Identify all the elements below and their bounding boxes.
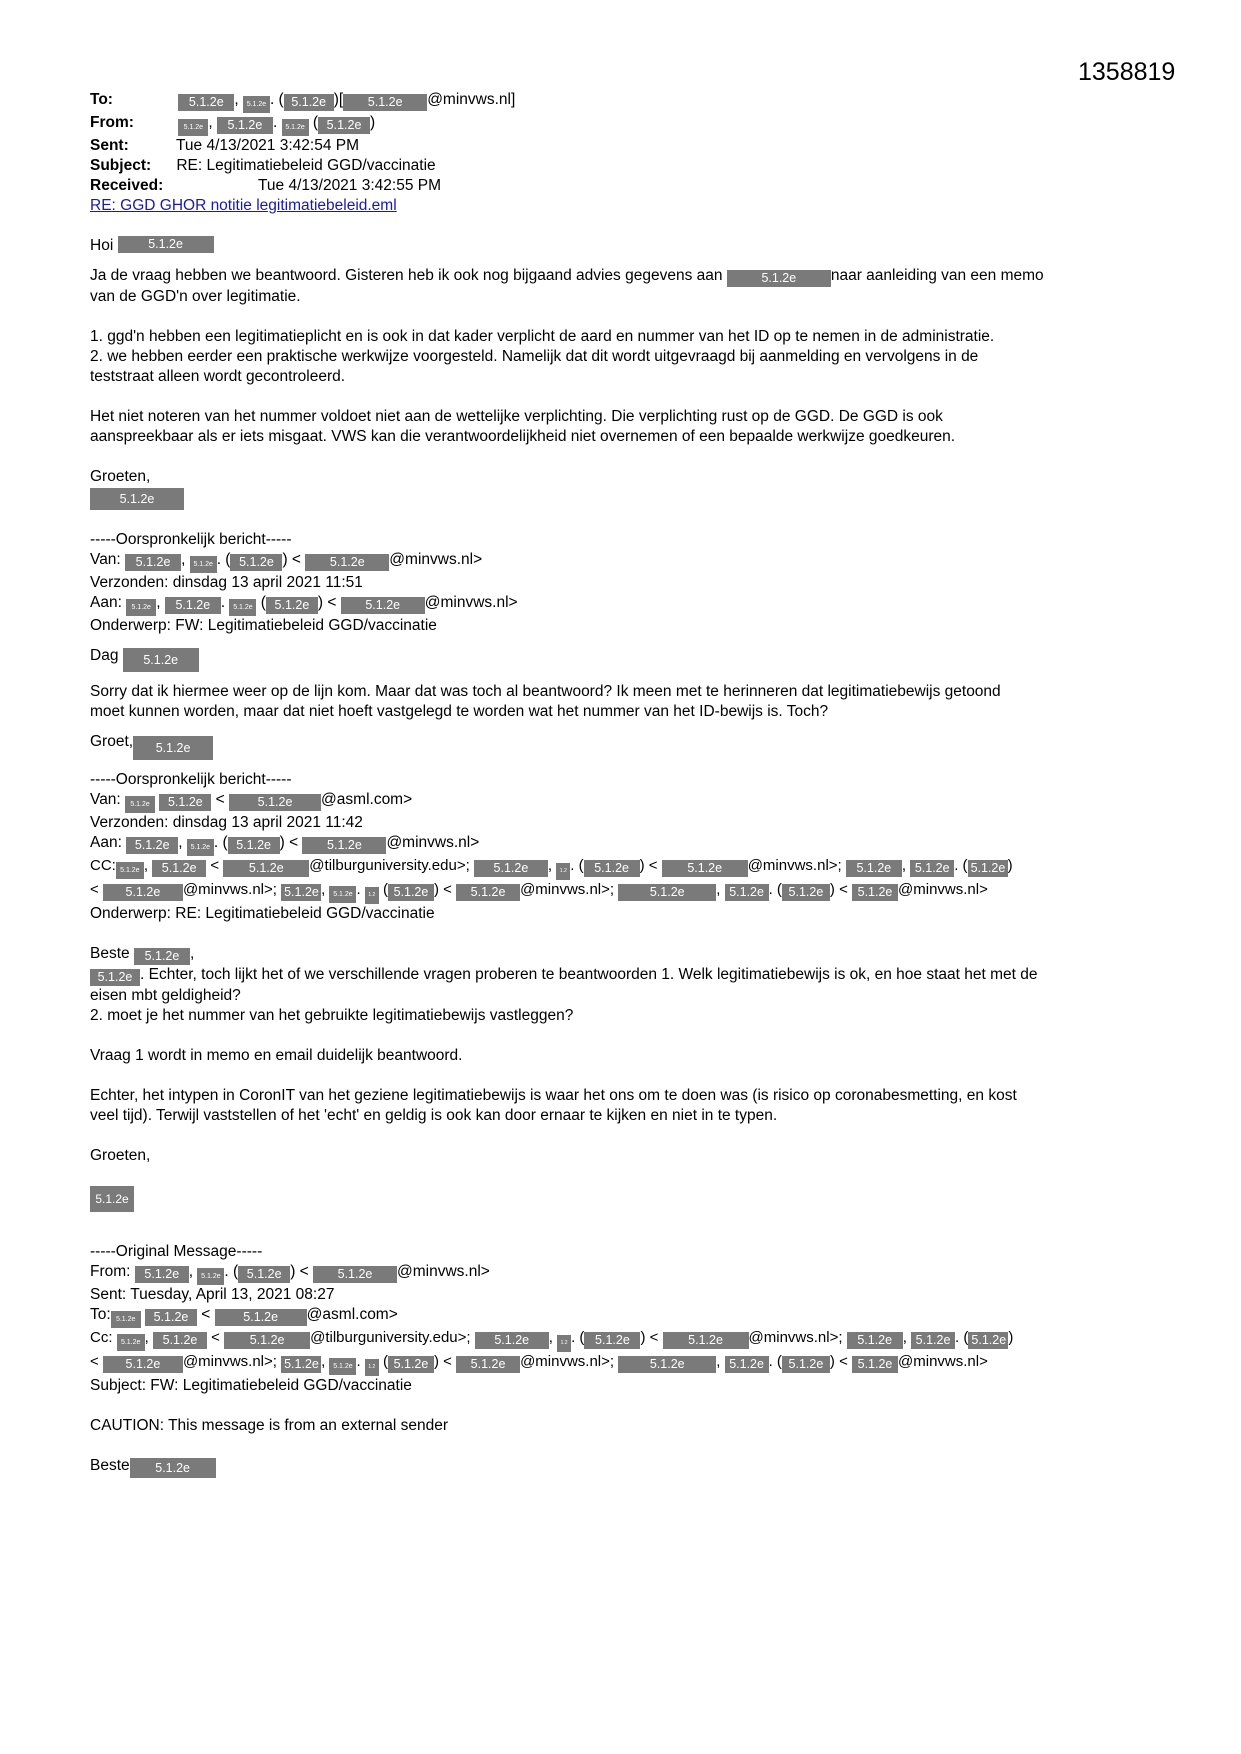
redaction: 5.1.2e xyxy=(135,1266,189,1283)
email-domain: @minvws.nl>; xyxy=(748,1329,843,1346)
redaction: 5.1.2e xyxy=(846,860,902,877)
msg2-van: Van: 5.1.2e , 5.1.2e . ( 5.1.2e ) < 5.1.2e @minvws.nl> xyxy=(90,550,1170,573)
redaction: 5.1.2e xyxy=(584,1332,640,1349)
redaction: 5.1.2e xyxy=(126,837,178,854)
redaction: 5.1.2e xyxy=(329,1358,356,1375)
redaction: 5.1.2e xyxy=(178,94,234,111)
received-value: Tue 4/13/2021 3:42:55 PM xyxy=(258,177,442,194)
redaction: 5.1.2e xyxy=(852,884,898,901)
redaction: 5.1.2e xyxy=(318,117,370,134)
redaction: 5.1.2e xyxy=(116,862,144,879)
msg3-text: Echter, het intypen in CoronIT van het geziene legitimatiebewijs is waar het ons om te doen was (is risico op coronabesmetting, en kost xyxy=(90,1087,1017,1104)
email-domain: @minvws.nl> xyxy=(389,551,483,568)
msg2-onderwerp: Onderwerp: FW: Legitimatiebeleid GGD/vaccinatie xyxy=(90,617,437,634)
redaction: 5.1.2e xyxy=(117,1334,145,1351)
msg3-paragraph xyxy=(90,965,1170,986)
redaction: 5.1.2e xyxy=(584,860,640,877)
redaction: 5.1.2e xyxy=(243,96,270,113)
redaction: 5.1.2e xyxy=(215,1309,307,1326)
msg2-text: moet kunnen worden, maar dat niet hoeft vastgelegd te worden wat het nummer van het ID-bewijs is. Toch? xyxy=(90,703,829,720)
email-domain: @minvws.nl> xyxy=(397,1263,490,1280)
msg3-greeting: Beste xyxy=(90,945,130,962)
msg1-text: Het niet noteren van het nummer voldoet niet aan de wettelijke verplichting. Die verplichting rust op de GGD. De GGD is ook xyxy=(90,408,943,425)
redaction: 5.1.2e xyxy=(228,837,280,854)
msg3-closing: Groeten, xyxy=(90,1147,151,1164)
email-domain: @minvws.nl> xyxy=(424,594,518,611)
redaction: 5.1.2e xyxy=(190,556,217,573)
redaction: 5.1.2e xyxy=(223,860,309,877)
msg4-greeting-line xyxy=(90,1456,1170,1478)
msg1-list-item: 2. we hebben eerder een praktische werkwijze voorgesteld. Namelijk dat dit wordt uitgevraagd bij aanmelding en vervolgens in de xyxy=(90,348,979,365)
msg4-caution: CAUTION: This message is from an external sender xyxy=(90,1417,449,1434)
msg2-closing: Groet, xyxy=(90,733,134,750)
msg2-separator: -----Oorspronkelijk bericht----- xyxy=(90,531,292,548)
redaction: 5.1.2e xyxy=(456,884,520,901)
redaction: 5.1.2e xyxy=(133,736,213,760)
redaction: 5.1.2e xyxy=(302,837,386,854)
msg1-closing: Groeten, xyxy=(90,468,151,485)
msg3-onderwerp: Onderwerp: RE: Legitimatiebeleid GGD/vaccinatie xyxy=(90,905,435,922)
to-suffix: @minvws.nl] xyxy=(427,91,516,108)
email-domain: @tilburguniversity.edu>; xyxy=(310,1329,471,1346)
redaction: 5.1.2e xyxy=(474,860,548,877)
redaction: 5.1.2e xyxy=(145,1309,197,1326)
msg1-greeting: Hoi xyxy=(90,237,114,254)
redaction: 5.1.2e xyxy=(90,488,184,510)
msg4-to: To: 5.1.2e 5.1.2e < 5.1.2e @asml.com> xyxy=(90,1305,1170,1328)
header-sent xyxy=(90,136,1170,156)
email-domain: @minvws.nl> xyxy=(898,881,988,898)
msg4-greeting: Beste xyxy=(90,1457,130,1474)
redaction: 5.1.2e xyxy=(305,554,389,571)
header-from: From: 5.1.2e , 5.1.2e . 5.1.2e ( 5.1.2e ) xyxy=(90,113,1170,136)
subject-value: RE: Legitimatiebeleid GGD/vaccinatie xyxy=(176,157,436,174)
header-to: To: 5.1.2e , 5.1.2e . ( 5.1.2e )[ 5.1.2e @minvws.nl] xyxy=(90,90,1170,113)
msg2-greeting: Dag xyxy=(90,647,119,664)
msg1-text: aanspreekbaar als er iets misgaat. VWS kan die verantwoordelijkheid niet overnemen of een bepaalde werkwijze goedkeuren. xyxy=(90,428,956,445)
email-domain: @asml.com> xyxy=(321,791,413,808)
redaction: 5.1.2e xyxy=(152,860,206,877)
redaction: 5.1.2e xyxy=(968,860,1008,877)
redaction: 5.1.2e xyxy=(90,1186,134,1212)
msg1-text: Ja de vraag hebben we beantwoord. Gisteren heb ik ook nog bijgaand advies gegevens aan xyxy=(90,267,723,284)
msg2-aan: Aan: 5.1.2e , 5.1.2e . 5.1.2e ( 5.1.2e ) < 5.1.2e @minvws.nl> xyxy=(90,593,1170,616)
redaction: 5.1.2e xyxy=(159,794,211,811)
redaction: 5.1.2e xyxy=(456,1356,520,1373)
sent-label: Sent: xyxy=(90,137,129,154)
redaction: 5.1.2e xyxy=(197,1268,224,1285)
msg4-cc-cont: < 5.1.2e @minvws.nl>; 5.1.2e , 5.1.2e . 1.2 ( 5.1.2e ) < 5.1.2e @minvws.nl>; 5.1.2e , 5.1.2e . ( 5.1.2e ) < 5.1.2e @minvws.nl> xyxy=(90,1352,1170,1376)
from-label: From: xyxy=(90,1263,131,1280)
redaction: 5.1.2e xyxy=(178,119,208,136)
email-domain: @minvws.nl> xyxy=(898,1353,988,1370)
van-label: Van: xyxy=(90,551,121,568)
van-label: Van: xyxy=(90,791,121,808)
redaction: 5.1.2e xyxy=(329,886,356,903)
msg3-text: 2. moet je het nummer van het gebruikte legitimatiebewijs vastleggen? xyxy=(90,1007,574,1024)
redaction: 1.2 xyxy=(365,1359,379,1376)
email-document xyxy=(90,90,1170,1478)
msg2-verzonden: Verzonden: dinsdag 13 april 2021 11:51 xyxy=(90,574,363,591)
redaction: 5.1.2e xyxy=(125,554,181,571)
redaction: 5.1.2e xyxy=(343,94,427,111)
msg4-subject: Subject: FW: Legitimatiebeleid GGD/vaccinatie xyxy=(90,1377,412,1394)
aan-label: Aan: xyxy=(90,834,122,851)
redaction: 5.1.2e xyxy=(282,119,309,136)
redaction: 5.1.2e xyxy=(618,884,716,901)
redaction: 5.1.2e xyxy=(153,1332,207,1349)
redaction: 5.1.2e xyxy=(618,1356,716,1373)
msg4-from: From: 5.1.2e , 5.1.2e . ( 5.1.2e ) < 5.1.2e @minvws.nl> xyxy=(90,1262,1170,1285)
redaction: 5.1.2e xyxy=(266,597,318,614)
msg3-text: Vraag 1 wordt in memo en email duidelijk beantwoord. xyxy=(90,1047,463,1064)
redaction: 5.1.2e xyxy=(852,1356,898,1373)
msg3-aan: Aan: 5.1.2e , 5.1.2e . ( 5.1.2e ) < 5.1.2e @minvws.nl> xyxy=(90,833,1170,856)
document-number: 1358819 xyxy=(1078,58,1176,86)
redaction: 5.1.2e xyxy=(782,1356,830,1373)
redaction: 5.1.2e xyxy=(165,597,221,614)
redaction: 5.1.2e xyxy=(388,1356,434,1373)
msg4-sent: Sent: Tuesday, April 13, 2021 08:27 xyxy=(90,1286,335,1303)
subject-label: Subject: xyxy=(90,157,152,174)
redaction: 5.1.2e xyxy=(103,884,183,901)
email-domain: @minvws.nl> xyxy=(386,834,480,851)
redaction: 5.1.2e xyxy=(187,839,214,856)
msg2-greeting-line xyxy=(90,646,1170,672)
msg1-list-item: 1. ggd'n hebben een legitimatieplicht en is ook in dat kader verplicht de aard en nummer van het ID op te nemen in de administratie. xyxy=(90,328,995,345)
redaction: 5.1.2e xyxy=(725,1356,769,1373)
redaction: 5.1.2e xyxy=(663,1332,749,1349)
redaction: 5.1.2e xyxy=(123,648,199,672)
redaction: 5.1.2e xyxy=(341,597,425,614)
msg1-greeting-line xyxy=(90,236,1170,256)
redaction: 5.1.2e xyxy=(388,884,434,901)
email-domain: @tilburguniversity.edu>; xyxy=(309,857,470,874)
redaction: 5.1.2e xyxy=(910,860,954,877)
cc-label: CC: xyxy=(90,857,116,874)
msg3-text: eisen mbt geldigheid? xyxy=(90,987,241,1004)
redaction: 5.1.2e xyxy=(229,794,321,811)
redaction: 5.1.2e xyxy=(911,1332,955,1349)
msg3-verzonden: Verzonden: dinsdag 13 april 2021 11:42 xyxy=(90,814,363,831)
msg3-text: . Echter, toch lijkt het of we verschillende vragen proberen te beantwoorden 1. Welk legitimatiebewijs is ok, en hoe staat het met de xyxy=(140,966,1038,983)
msg3-cc-cont: < 5.1.2e @minvws.nl>; 5.1.2e , 5.1.2e . 1.2 ( 5.1.2e ) < 5.1.2e @minvws.nl>; 5.1.2e , 5.1.2e . ( 5.1.2e ) < 5.1.2e @minvws.nl> xyxy=(90,880,1170,904)
msg3-separator: -----Oorspronkelijk bericht----- xyxy=(90,771,292,788)
msg3-cc: CC: 5.1.2e , 5.1.2e < 5.1.2e @tilburguniversity.edu>; 5.1.2e , 1.2 . ( 5.1.2e ) < 5.1.2e @minvws.nl>; 5.1.2e , 5.1.2e . ( 5.1.2e ) xyxy=(90,856,1170,880)
msg4-cc: Cc: 5.1.2e , 5.1.2e < 5.1.2e @tilburguniversity.edu>; 5.1.2e , 1.2 . ( 5.1.2e ) < 5.1.2e @minvws.nl>; 5.1.2e , 5.1.2e . ( 5.1.2e ) xyxy=(90,1328,1170,1352)
email-domain: @minvws.nl>; xyxy=(520,1353,615,1370)
redaction: 5.1.2e xyxy=(238,1266,290,1283)
msg4-separator: -----Original Message----- xyxy=(90,1243,263,1260)
cc-label: Cc: xyxy=(90,1329,113,1346)
redaction: 5.1.2e xyxy=(968,1332,1008,1349)
msg1-text: van de GGD'n over legitimatie. xyxy=(90,288,301,305)
redaction: 5.1.2e xyxy=(230,554,282,571)
redaction: 5.1.2e xyxy=(284,94,334,111)
msg3-van: Van: 5.1.2e 5.1.2e < 5.1.2e @asml.com> xyxy=(90,790,1170,813)
aan-label: Aan: xyxy=(90,594,122,611)
msg3-text: veel tijd). Terwijl vaststellen of het 'echt' en geldig is ook kan door ernaar te kijken en niet in te typen. xyxy=(90,1107,778,1124)
redaction: 5.1.2e xyxy=(229,599,256,616)
redaction: 5.1.2e xyxy=(313,1266,397,1283)
redaction: 5.1.2e xyxy=(281,884,321,901)
email-domain: @minvws.nl>; xyxy=(182,1353,277,1370)
msg1-list-item: teststraat alleen wordt gecontroleerd. xyxy=(90,368,346,385)
redaction: 5.1.2e xyxy=(118,236,214,253)
sent-value: Tue 4/13/2021 3:42:54 PM xyxy=(176,137,360,154)
redaction: 5.1.2e xyxy=(224,1332,310,1349)
redaction: 1.2 xyxy=(557,1335,571,1352)
redaction: 5.1.2e xyxy=(126,599,156,616)
redaction: 5.1.2e xyxy=(130,1458,216,1478)
msg1-text: naar aanleiding van een memo xyxy=(830,267,1044,284)
email-domain: @asml.com> xyxy=(306,1306,398,1323)
redaction: 5.1.2e xyxy=(727,270,831,287)
redaction: 1.2 xyxy=(556,863,570,880)
redaction: 1.2 xyxy=(365,887,379,904)
redaction: 5.1.2e xyxy=(662,860,748,877)
redaction: 5.1.2e xyxy=(281,1356,321,1373)
header-received xyxy=(90,176,1170,196)
from-label: From: xyxy=(90,114,134,131)
redaction: 5.1.2e xyxy=(782,884,830,901)
header-subject xyxy=(90,156,1170,176)
attachment-link[interactable]: RE: GGD GHOR notitie legitimatiebeleid.eml xyxy=(90,197,397,214)
msg3-greeting-line: Beste 5.1.2e , xyxy=(90,945,195,963)
redaction: 5.1.2e xyxy=(125,796,155,813)
email-domain: @minvws.nl>; xyxy=(520,881,615,898)
redaction: 5.1.2e xyxy=(217,117,273,134)
redaction: 5.1.2e xyxy=(725,884,769,901)
msg1-paragraph xyxy=(90,266,1170,287)
email-domain: @minvws.nl>; xyxy=(747,857,842,874)
msg2-text: Sorry dat ik hiermee weer op de lijn kom. Maar dat was toch al beantwoord? Ik meen met te herinneren dat legitimatiebewijs getoond xyxy=(90,683,1001,700)
redaction: 5.1.2e xyxy=(111,1311,141,1328)
msg2-closing-line xyxy=(90,732,1170,760)
redaction: 5.1.2e xyxy=(90,969,140,986)
redaction: 5.1.2e xyxy=(134,948,190,965)
redaction: 5.1.2e xyxy=(103,1356,183,1373)
received-label: Received: xyxy=(90,177,164,194)
redaction: 5.1.2e xyxy=(847,1332,903,1349)
to-label: To: xyxy=(90,91,113,108)
to-label: To: xyxy=(90,1306,111,1323)
email-domain: @minvws.nl>; xyxy=(182,881,277,898)
redaction: 5.1.2e xyxy=(475,1332,549,1349)
